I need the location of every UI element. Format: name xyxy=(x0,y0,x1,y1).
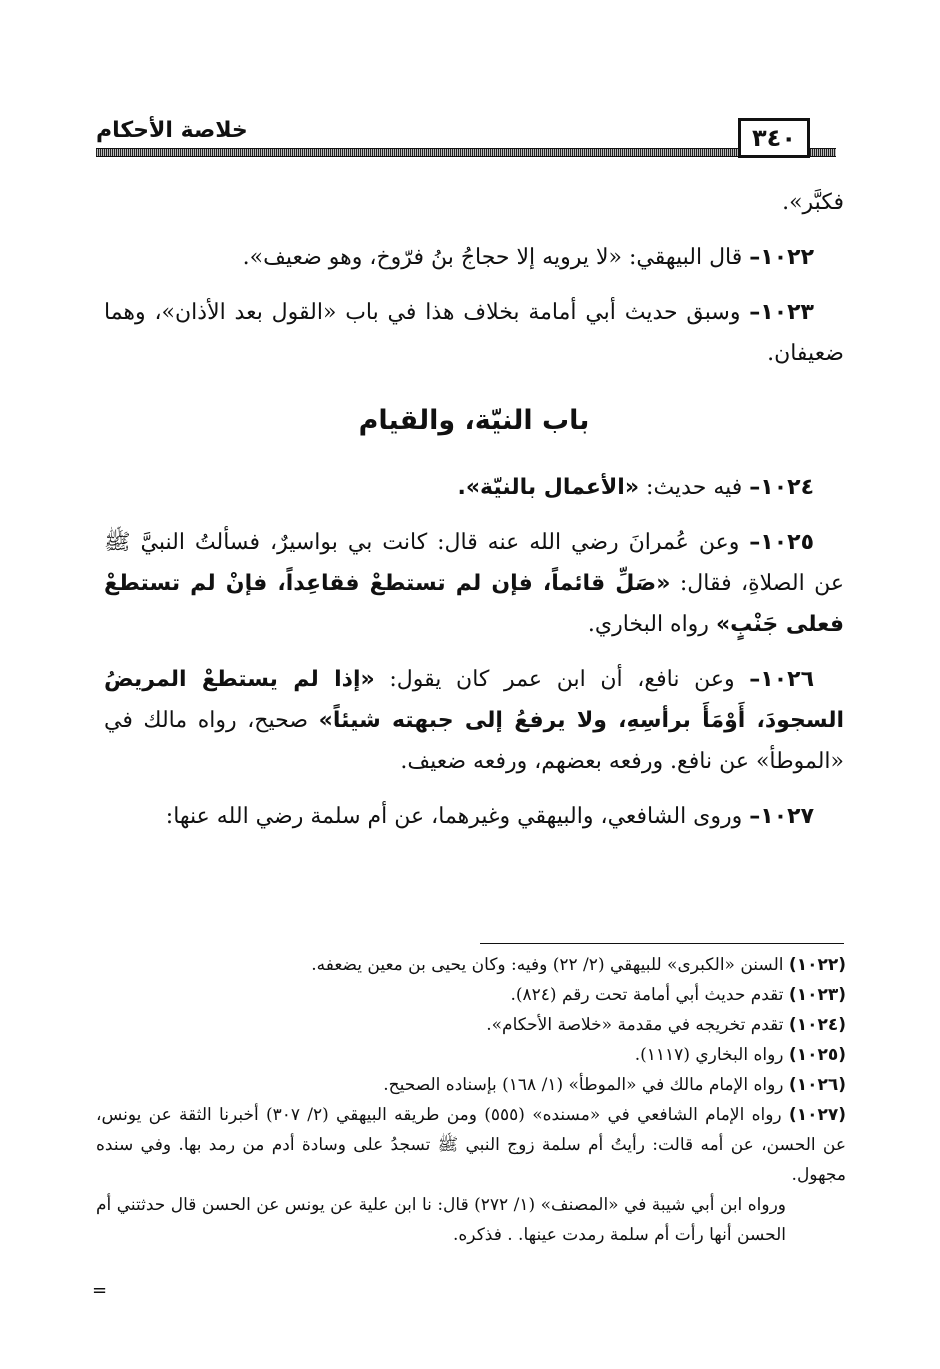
paragraph-text: وعن نافع، أن ابن عمر كان يقول: xyxy=(389,667,735,692)
footnote-text: رواه الإمام مالك في «الموطأ» (١/ ١٦٨) بإسناده الصحيح. xyxy=(383,1075,784,1095)
main-text xyxy=(104,182,844,851)
footnote xyxy=(96,980,846,1010)
page-header xyxy=(96,112,836,162)
footnote xyxy=(96,1010,846,1040)
paragraph-tail: صحيح، رواه مالك في «الموطأ» عن نافع. ورفعه بعضهم، ورفعه ضعيف. xyxy=(104,708,844,774)
running-title: خلاصة الأحكام xyxy=(96,118,248,143)
footnote xyxy=(96,1100,846,1190)
footnote-text: تقدم تخريجه في مقدمة «خلاصة الأحكام». xyxy=(486,1015,784,1035)
paragraph-1025 xyxy=(104,522,844,645)
footnote-number: (١٠٢٥) xyxy=(788,1045,846,1065)
paragraph-text: وسبق حديث أبي أمامة بخلاف هذا في باب «القول بعد الأذان»، وهما ضعيفان. xyxy=(104,300,844,366)
chapter-title: باب النيّة، والقيام xyxy=(358,405,590,436)
paragraph-1026 xyxy=(104,659,844,782)
paragraph-number: ١٠٢٥– xyxy=(749,530,814,555)
paragraph-text: وروى الشافعي، والبيهقي وغيرهما، عن أم سلمة رضي الله عنها: xyxy=(165,804,743,829)
paragraph-number: ١٠٢٢– xyxy=(749,245,814,270)
footnote-number: (١٠٢٢) xyxy=(788,955,846,975)
footnote-text: السنن «الكبرى» للبيهقي (٢/ ٢٢) وفيه: وكان يحيى بن معين يضعفه. xyxy=(311,955,784,975)
footnote-text: رواه الإمام الشافعي في «مسنده» (٥٥٥) ومن طريقه البيهقي (٢/ ٣٠٧) أخبرنا الثقة عن يونس، عن الحسن، عن أمه قالت: رأيتُ أم سلمة زوج النبي ﷺ تسجدُ على وسادة أدم من رمد بها. وفي سنده مجهول. xyxy=(96,1105,846,1185)
footnotes xyxy=(96,950,846,1250)
footnote-number: (١٠٢٦) xyxy=(788,1075,846,1095)
paragraph-text: فيه حديث: xyxy=(646,475,743,500)
paragraph-text: وعن عُمرانَ رضي الله عنه قال: كانت بي بواسيرٌ، فسألتُ النبيَّ ﷺ عن الصلاةِ، فقال: xyxy=(104,530,844,596)
paragraph-text: قال البيهقي: «لا يرويه إلا حجاجُ بنُ فرّوخ، وهو ضعيف». xyxy=(242,245,743,270)
paragraph-1027 xyxy=(104,796,844,837)
footnote-text: رواه البخاري (١١١٧). xyxy=(634,1045,784,1065)
footnote-number: (١٠٢٣) xyxy=(788,985,846,1005)
paragraph-continuation xyxy=(104,182,844,223)
paragraph-1022 xyxy=(104,237,844,278)
hadith-quote: «صَلِّ قائماً، فإن لم تستطعْ فقاعِداً، فإنْ لم تستطعْ فعلى جَنْبٍ» xyxy=(104,571,844,637)
footnote-number: (١٠٢٧) xyxy=(788,1105,846,1125)
paragraph-number: ١٠٢٦– xyxy=(749,667,814,692)
footnote-continuation xyxy=(96,1190,846,1250)
footnote xyxy=(96,950,846,980)
footnote-text: تقدم حديث أبي أمامة تحت رقم (٨٢٤). xyxy=(510,985,784,1005)
footnote xyxy=(96,1070,846,1100)
footnote xyxy=(96,1040,846,1070)
hadith-quote: «الأعمال بالنيّة». xyxy=(457,475,640,500)
paragraph-text: فكبَّر». xyxy=(782,190,844,215)
footnote-text: ورواه ابن أبي شيبة في «المصنف» (١/ ٢٧٢) قال: نا ابن علية عن يونس عن الحسن قال حدثتني أم الحسن أنها رأت أم سلمة رمدت عينها. . فذكره. xyxy=(96,1195,786,1245)
continuation-mark: = xyxy=(92,1280,108,1301)
footnote-number: (١٠٢٤) xyxy=(788,1015,846,1035)
paragraph-number: ١٠٢٣– xyxy=(749,300,814,325)
paragraph-number: ١٠٢٤– xyxy=(749,475,814,500)
paragraph-number: ١٠٢٧– xyxy=(749,804,814,829)
hadith-quote: «إذا لم يستطعْ المريضُ السجودَ، أَوْمَأَ برأسِهِ، ولا يرفعُ إلى جبهته شيئاً» xyxy=(104,667,845,733)
header-rule xyxy=(96,148,836,157)
paragraph-tail: رواه البخاري. xyxy=(587,612,709,637)
page-number: ٣٤٠ xyxy=(738,118,810,158)
footnote-separator xyxy=(480,943,844,944)
paragraph-1023 xyxy=(104,292,844,374)
paragraph-1024 xyxy=(104,467,844,508)
